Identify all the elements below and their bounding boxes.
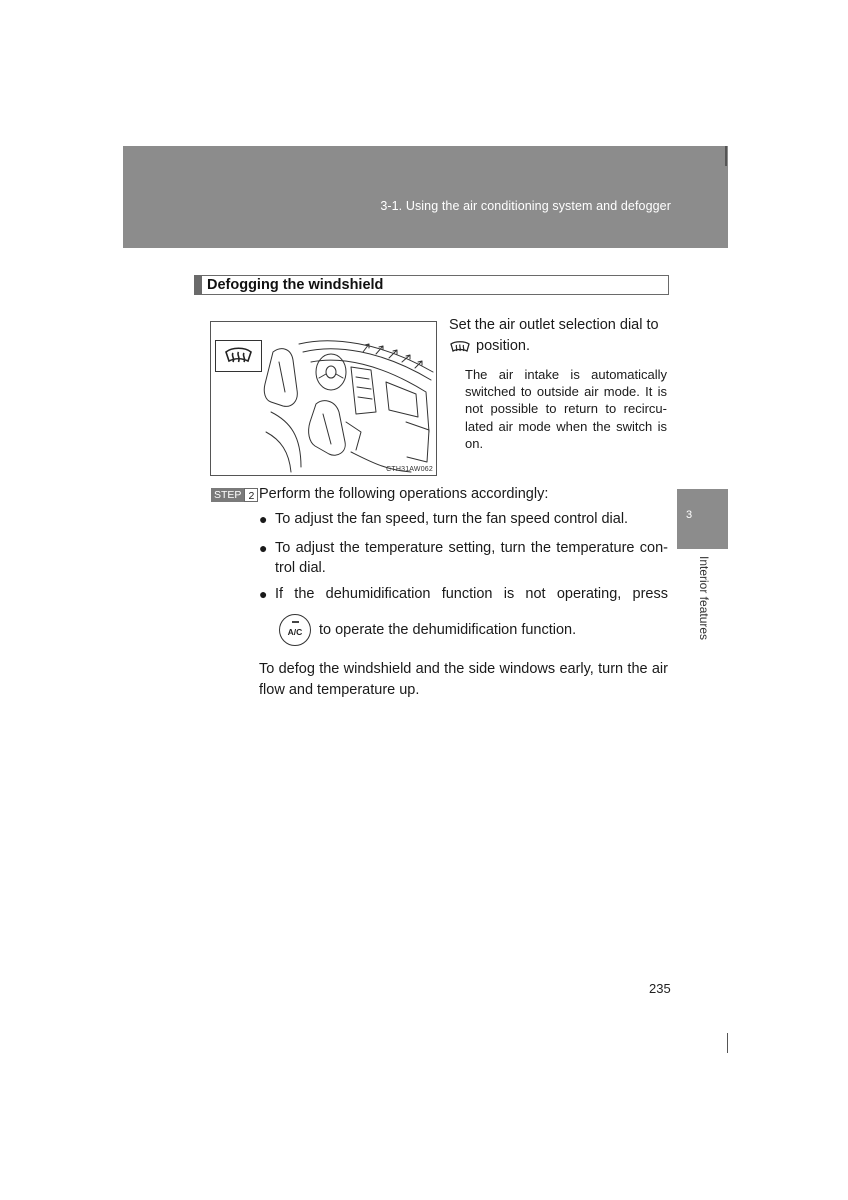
section-heading [194,275,669,295]
bullet-fan-speed [259,509,668,529]
ac-indicator-light [292,621,299,623]
car-interior-figure [210,321,437,476]
bullet-marker: ● [259,540,268,556]
step1-note: The air intake is automatically switched to outside air mode. It is not possible to return to recircu- lated air mode when the switch is on. [465,367,667,451]
header-band [123,146,728,248]
step2-intro: Perform the following operations accordingly: [259,486,549,502]
defroster-inline-icon [449,340,471,354]
ac-instruction-text: to operate the dehumidification function. [319,622,577,638]
section-heading-text: Defogging the windshield [207,277,384,293]
bullet-marker: ● [259,586,268,602]
page-tick-mark [727,1033,728,1053]
bullet-dehumidification [259,586,668,602]
header-tick-mark [725,146,727,166]
step1-instruction-line1: Set the air outlet selection dial to [449,317,659,333]
bullet-marker: ● [259,511,268,527]
defroster-mode-box [215,340,262,372]
bullet-temperature [259,538,668,578]
chapter-tab-label: Interior features [697,556,711,641]
bullet-text: To adjust the fan speed, turn the fan speed control dial. [275,511,629,527]
bullet-text: If the dehumidification function is not operating, press [275,586,668,602]
closing-paragraph: To defog the windshield and the side windows early, turn the air flow and temperature up. [259,661,668,698]
bullet-text: To adjust the temperature setting, turn the temperature con- trol dial. [275,540,668,576]
figure-code: CTH31AW062 [386,466,433,473]
ac-instruction-row [279,614,576,646]
ac-button-label: A/C [287,627,303,637]
windshield-defroster-icon [216,341,261,371]
chapter-tab-number: 3 [686,509,693,521]
chapter-tab [677,489,728,549]
ac-button-icon [279,614,311,646]
step2-badge-number: 2 [244,488,258,502]
step2-badge-word: STEP [211,488,244,502]
page-number: 235 [649,981,671,996]
chapter-title: 3-1. Using the air conditioning system and defogger [380,199,671,213]
step1-instruction-line2-text: position. [476,338,531,354]
step1-instruction-line2 [449,338,530,354]
step2-badge [211,488,258,502]
